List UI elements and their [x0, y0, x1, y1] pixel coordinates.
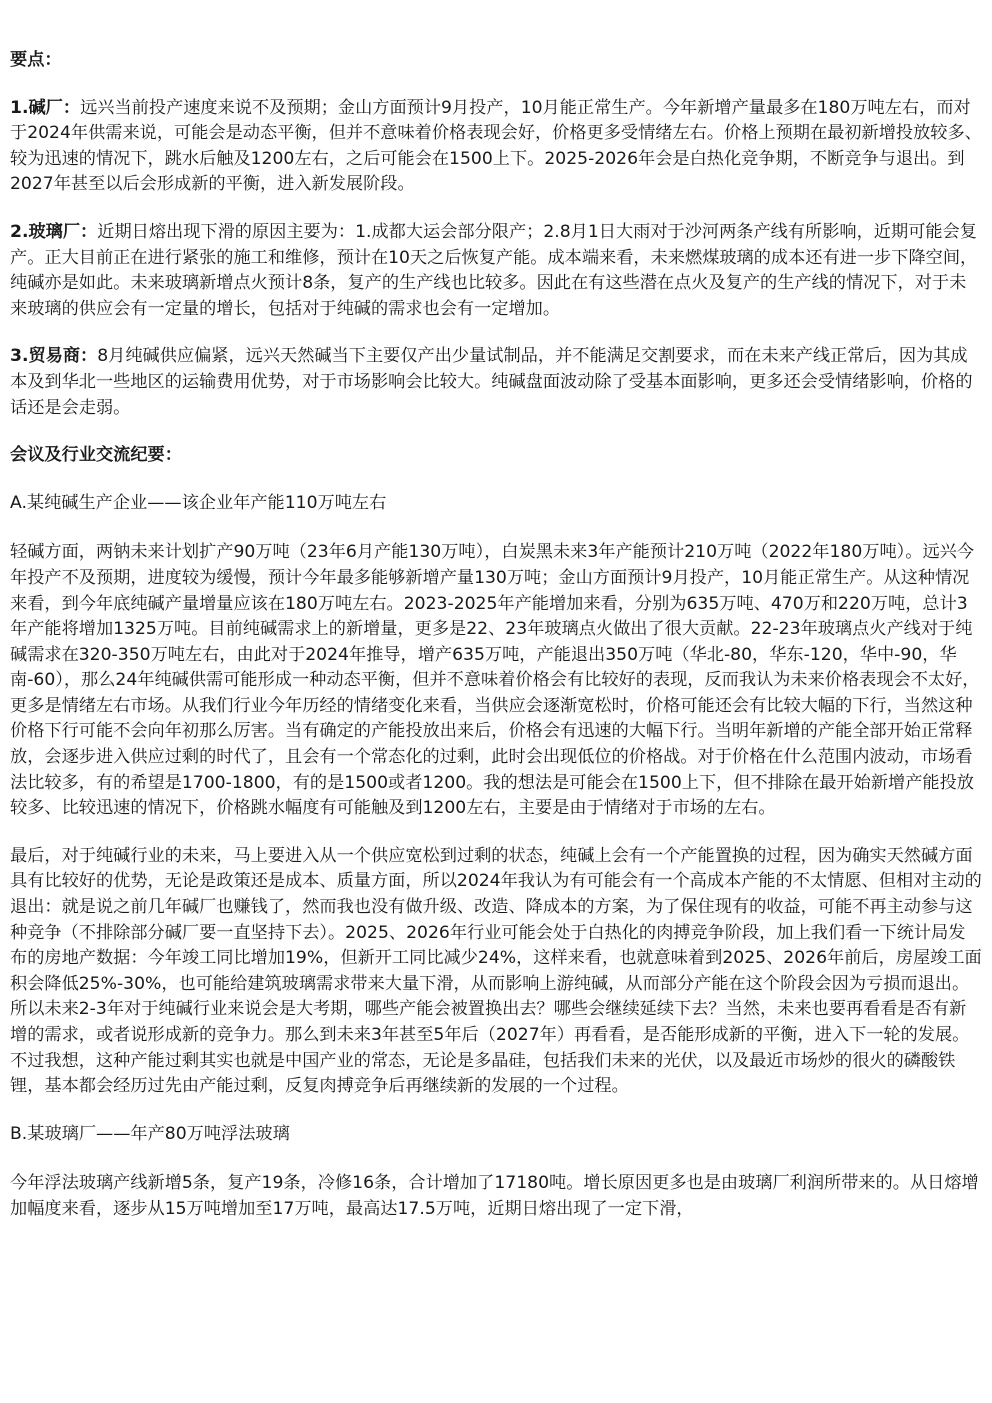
key-point-label: 3.贸易商： [10, 346, 98, 367]
section-b-paragraph-1: 今年浮法玻璃产线新增5条，复产19条，冷修16条，合计增加了17180吨。增长原因更多也是由玻璃厂利润所带来的。从日熔增加幅度来看，逐步从15万吨增加至17万吨，最高达17.5万吨，近期日熔出现了一定下滑， [10, 1173, 979, 1219]
key-points-heading: 要点： [10, 50, 62, 70]
section-a-paragraph-1: 轻碱方面，两钠未来计划扩产90万吨（23年6月产能130万吨），白炭黑未来3年产能预计210万吨（2022年180万吨）。远兴今年投产不及预期，进度较为缓慢，预计今年最多能够新增产量130万吨；金山方面预计9月投产，10月能正常生产。从这种情况来看，到今年底纯碱产量增量应该在180万吨左右。2023-2025年产能增加来看，分别为635万吨、470万和220万吨，总计3年产能将增加1325万吨。目前纯碱需求上的新增量，更多是22、23年玻璃点火做出了很大贡献。22-23年玻璃点火产线对于纯碱需求在320-350万吨左右，由此对于2024年推导，增产635万吨，产能退出350万吨（华北-80，华东-120，华中-90，华南-60），那么24年纯碱供需可能形成一种动态平衡，但并不意味着价格会有比较好的表现，反而我认为未来价格表现会不太好，更多是情绪左右市场。从我们行业今年历经的情绪变化来看，当供应会逐渐宽松时，价格可能还会有比较大幅的下行，当然这种价格下行可能不会向年初那么厉害。当有确定的产能投放出来后，价格会有迅速的大幅下行。当明年新增的产能全部开始正常释放，会逐步进入供应过剩的时代了，且会有一个常态化的过剩，此时会出现低位的价格战。对于价格在什么范围内波动，市场看法比较多，有的希望是1700-1800，有的是1500或者1200。我的想法是可能会在1500上下，但不排除在最开始新增产能投放较多、比较迅速的情况下，价格跳水幅度有可能触及到1200左右，主要是由于情绪对于市场的左右。 [10, 542, 980, 819]
key-point-glass-plant [10, 220, 982, 322]
minutes-heading: 会议及行业交流纪要： [10, 445, 182, 466]
key-point-text: 远兴当前投产速度来说不及预期；金山方面预计9月投产，10月能正常生产。今年新增产量最多在180万吨左右，而对于2024年供需来说，可能会是动态平衡，但并不意味着价格表现会好，价格更多受情绪左右。价格上预期在最初新增投放较多、较为迅速的情况下，跳水后触及1200左右，之后可能会在1500上下。2025-2026年会是白热化竞争期，不断竞争与退出。到2027年甚至以后会形成新的平衡，进入新发展阶段。 [10, 97, 982, 195]
key-point-text: 8月纯碱供应偏紧，远兴天然碱当下主要仅产出少量试制品，并不能满足交割要求，而在未来产线正常后，因为其成本及到华北一些地区的运输费用优势，对于市场影响会比较大。纯碱盘面波动除了受基本面影响，更多还会受情绪影响，价格的话还是会走弱。 [10, 346, 973, 418]
key-point-text: 近期日熔出现下滑的原因主要为：1.成都大运会部分限产；2.8月1日大雨对于沙河两条产线有所影响，近期可能会复产。正大目前正在进行紧张的施工和维修，预计在10天之后恢复产能。成本端来看，未来燃煤玻璃的成本还有进一步下降空间，纯碱亦是如此。未来玻璃新增点火预计8条，复产的生产线也比较多。因此在有这些潜在点火及复产的生产线的情况下，对于未来玻璃的供应会有一定量的增长，包括对于纯碱的需求也会有一定增加。 [10, 221, 978, 319]
section-a-title: A.某纯碱生产企业——该企业年产能110万吨左右 [10, 492, 387, 513]
key-point-label: 1.碱厂： [10, 97, 81, 118]
section-a-paragraph-2: 最后，对于纯碱行业的未来，马上要进入从一个供应宽松到过剩的状态，纯碱上会有一个产能置换的过程，因为确实天然碱方面具有比较好的优势，无论是政策还是成本、质量方面，所以2024年我认为有可能会有一个高成本产能的不太情愿、但相对主动的退出：就是说之前几年碱厂也赚钱了，然而我也没有做升级、改造、降成本的方案，为了保住现有的收益，可能不再主动参与这种竞争（不排除部分碱厂要一直坚持下去）。2025、2026年行业可能会处于白热化的肉搏竞争阶段，加上我们看一下统计局发布的房地产数据：今年竣工同比增加19%，但新开工同比减少24%，这样来看，也就意味着到2025、2026年前后，房屋竣工面积会降低25%-30%，也可能给建筑玻璃需求带来大量下滑，从而影响上游纯碱，从而部分产能在这个阶段会因为亏损而退出。所以未来2-3年对于纯碱行业来说会是大考期，哪些产能会被置换出去？哪些会继续延续下去？当然，未来也要再看看是否有新增的需求，或者说形成新的竞争力。那么到未来3年甚至5年后（2027年）再看看，是否能形成新的平衡，进入下一轮的发展。不过我想，这种产能过剩其实也就是中国产业的常态，无论是多晶硅，包括我们未来的光伏，以及最近市场炒的很火的磷酸铁锂，基本都会经历过先由产能过剩，反复肉搏竞争后再继续新的发展的一个过程。 [10, 845, 982, 1097]
key-point-trader [10, 344, 982, 421]
key-point-alkali-plant [10, 96, 982, 198]
section-b-title: B.某玻璃厂——年产80万吨浮法玻璃 [10, 1123, 290, 1144]
key-point-label: 2.玻璃厂： [10, 221, 98, 242]
